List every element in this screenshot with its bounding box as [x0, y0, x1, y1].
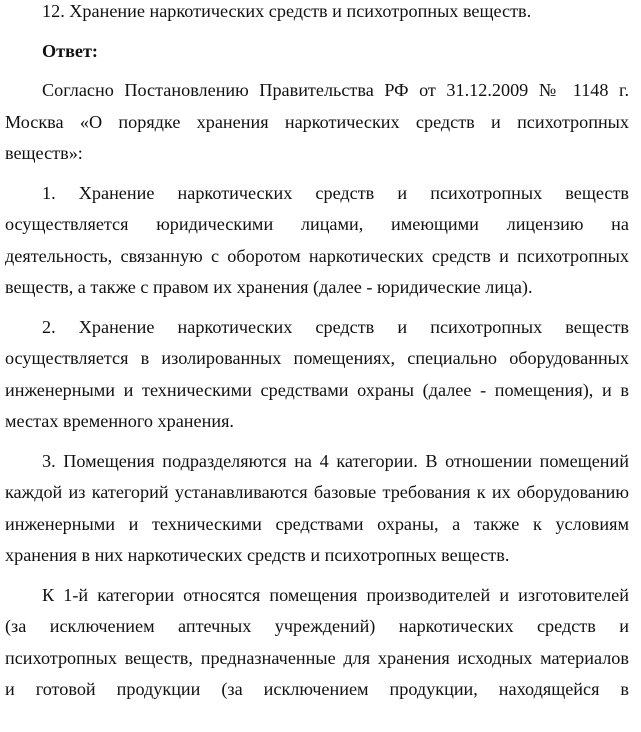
paragraph-line: Москва «О порядке хранения наркотических средств и психотропных: [5, 111, 629, 132]
paragraph-line: 1. Хранение наркотических средств и психотропных веществ: [42, 182, 629, 203]
paragraph-item-3: [5, 446, 629, 572]
paragraph-line: 2. Хранение наркотических средств и психотропных веществ: [42, 316, 629, 337]
paragraph-line: местах временного хранения.: [5, 411, 234, 431]
paragraph-line: инженерными и техническими средствами охраны (далее - помещения), и в: [5, 379, 629, 400]
paragraph-line: инженерными и техническими средствами охраны, а также к условиям: [5, 513, 629, 534]
paragraph-line: каждой из категорий устанавливаются базовые требования к их оборудованию: [5, 482, 629, 502]
paragraph-line: и готовой продукции (за исключением продукции, находящейся в: [5, 679, 629, 699]
paragraph-intro: [5, 75, 629, 170]
paragraph-line: К 1-й категории относятся помещения производителей и изготовителей: [42, 584, 629, 605]
section-heading: 12. Хранение наркотических средств и психотропных веществ.: [42, 1, 532, 21]
paragraph-line: (за исключением аптечных учреждений) наркотических средств и: [5, 616, 629, 636]
paragraph-line: Согласно Постановлению Правительства РФ от 31.12.2009 № 1148 г.: [42, 80, 629, 100]
paragraph-line: осуществляется юридическими лицами, имеющими лицензию на: [5, 214, 629, 234]
paragraph-line: деятельность, связанную с оборотом наркотических средств и психотропных: [5, 245, 629, 266]
paragraph-line: психотропных веществ, предназначенные для хранения исходных материалов: [5, 647, 629, 668]
paragraph-line: веществ, а также с правом их хранения (далее - юридические лица).: [5, 277, 533, 297]
paragraph-line: осуществляется в изолированных помещениях, специально оборудованных: [5, 348, 629, 368]
paragraph-item-1: [5, 178, 629, 304]
paragraph-line: веществ»:: [5, 143, 83, 163]
paragraph-line: хранения в них наркотических средств и психотропных веществ.: [5, 545, 510, 565]
answer-label: Ответ:: [42, 40, 98, 61]
paragraph-line: 3. Помещения подразделяются на 4 категории. В отношении помещений: [42, 450, 629, 471]
document-page: [5, 0, 629, 706]
paragraph-item-2: [5, 312, 629, 438]
paragraph-category-1: [5, 580, 629, 706]
